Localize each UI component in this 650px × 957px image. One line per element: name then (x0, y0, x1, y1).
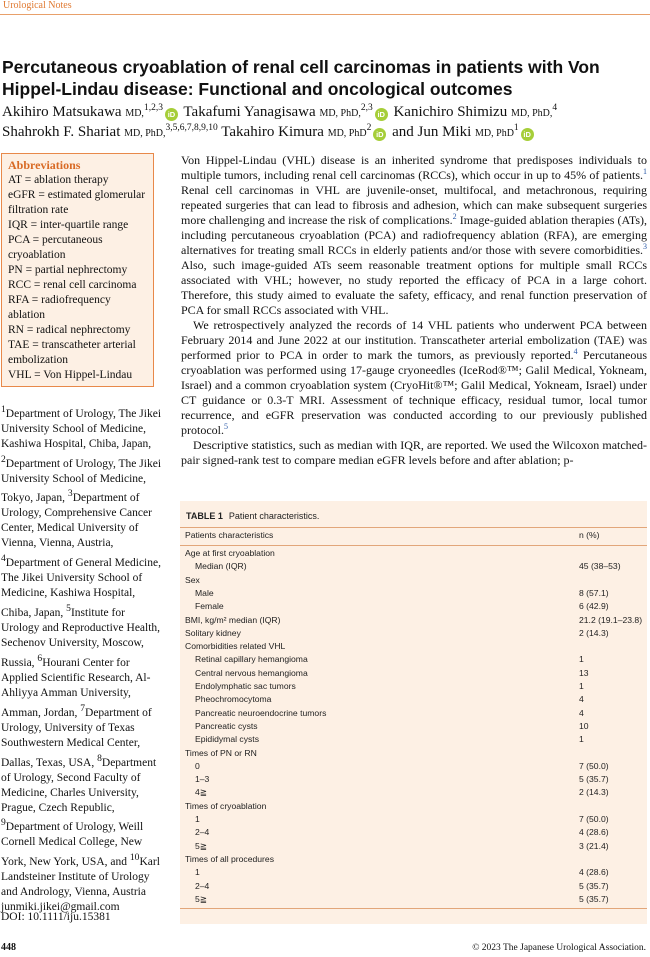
table-cell-label: 5≧ (195, 840, 207, 851)
affiliation-number: 3 (67, 488, 73, 500)
table-cell-value: 4 (28.6) (579, 867, 609, 878)
abbreviation-item: RN = radical nephrectomy (8, 324, 131, 336)
citation-ref[interactable]: 4 (573, 347, 578, 356)
table-cell-value: 4 (28.6) (579, 827, 609, 838)
affiliation-text: Department of Urology, Comprehensive Cancer Center, Medical University of Vienna, Vienna, Austria, (1, 492, 152, 550)
table-cell-value: 6 (42.9) (579, 601, 609, 612)
table-row (180, 747, 647, 760)
table-cell-value: 1 (579, 681, 584, 691)
abbreviation-item: PCA = percutaneous cryoablation (8, 234, 103, 261)
main-text (181, 153, 647, 468)
author-degree: MD, PhD (327, 128, 367, 139)
affiliation-text: Department of Urology, Weill Cornell Medical College, New York, New York, USA, and (1, 821, 144, 869)
table-cell-label: Median (IQR) (195, 561, 247, 572)
article-title: Percutaneous cryoablation of renal cell carcinomas in patients with Von Hippel-Lindau disease: Functional and oncological outcomes (2, 57, 600, 99)
author-degree: MD, PhD, (319, 108, 361, 119)
table-row (180, 826, 647, 839)
table-cell-label: Times of all procedures (185, 853, 274, 864)
affiliation-text: Department of Urology, Second Faculty of Medicine, Charles University, Prague, Czech Republic, (1, 756, 157, 814)
abbreviation-item: eGFR = estimated glomerular filtration rate (8, 189, 146, 216)
table-cell-value: 4 (579, 694, 584, 705)
table-cell-value: 13 (579, 667, 589, 678)
table-cell-value: 5 (35.7) (579, 880, 609, 891)
affiliation-text: Department of Urology, The Jikei University School of Medicine, Tokyo, Japan, (1, 457, 162, 505)
table-top-rule (180, 527, 647, 528)
abbreviation-item: VHL = Von Hippel-Lindau (8, 369, 133, 381)
table-bottom-rule (180, 908, 647, 909)
table-row (180, 680, 647, 693)
author-name: and Jun Miki (392, 124, 476, 140)
paragraph-methods (181, 318, 647, 438)
orcid-icon[interactable]: iD (375, 108, 388, 121)
table-row (180, 653, 647, 666)
table-cell-value: 5 (35.7) (579, 893, 609, 904)
paragraph-statistics: Descriptive statistics, such as median with IQR, are reported. We used the Wilcoxon matched-pair signed-rank test to compare median eGFR levels before and after ablation; p- (181, 438, 647, 467)
table-cell-value: 8 (57.1) (579, 587, 609, 598)
table-cell-label: Comorbidities related VHL (185, 641, 286, 652)
table-cell-value: 21.2 (19.1–23.8) (579, 614, 643, 625)
author-affiliation-marker: 4 (552, 103, 558, 113)
table-cell-label: 2–4 (195, 880, 210, 891)
table-row (180, 760, 647, 773)
table-cell-value: 5 (35.7) (579, 774, 609, 785)
table-cell-value: 2 (14.3) (579, 627, 609, 638)
author-affiliation-marker: 1,2,3 (143, 103, 163, 113)
table-row (180, 853, 647, 866)
table-cell-label: Times of cryoablation (185, 800, 267, 811)
table-caption-text: Patient characteristics. (228, 511, 320, 521)
abbreviation-item: TAE = transcatheter arterial embolization (8, 339, 136, 366)
page-number: 448 (1, 942, 16, 953)
table-cell-value: 4 (579, 707, 584, 718)
table-cell-label: Retinal capillary hemangioma (195, 654, 308, 665)
table-header-rule (180, 545, 647, 546)
affiliation-number: 1 (1, 404, 6, 415)
table-row (180, 667, 647, 680)
table-row (180, 707, 647, 720)
citation-ref[interactable]: 1 (643, 167, 647, 176)
author-degree: MD, PhD, (124, 128, 166, 139)
table-row (180, 893, 647, 906)
table-patient-characteristics (180, 501, 647, 924)
orcid-icon[interactable]: iD (373, 128, 386, 141)
table-row (180, 693, 647, 706)
table-cell-label: Sex (185, 574, 200, 585)
body-text: Image-guided ablation therapies (ATs), including percutaneous cryoablation (PCA) and radiofrequency ablation (RFA), are emerging alternatives for treating small RCCs in elderly patients and/or those with severe comorbidities. (181, 213, 647, 257)
table-cell-label: Female (195, 601, 224, 612)
body-text: Also, such image-guided ATs seem reasonable treatment options for multiple small RCCs associated with VHL; however, no study reported the efficacy of PCA in a large cohort. Therefore, this study aimed to evaluate the safety, efficacy, and renal function preservation of PCA for small RCCs associated with VHL. (181, 258, 647, 317)
citation-ref[interactable]: 3 (643, 242, 647, 251)
table-cell-label: Pheochromocytoma (195, 694, 272, 705)
table-cell-label: Age at first cryoablation (185, 548, 275, 558)
affiliation-text: Institute for Urology and Reproductive Health, Sechenov University, Moscow, Russia, (1, 607, 161, 669)
table-cell-label: Pancreatic cysts (195, 720, 258, 731)
table-cell-value: 7 (50.0) (579, 760, 609, 771)
abbreviations-box (1, 153, 154, 387)
abbreviation-item: PN = partial nephrectomy (8, 264, 128, 276)
citation-ref[interactable]: 2 (452, 212, 457, 221)
table-cell-value: 3 (21.4) (579, 840, 609, 851)
author-name: Takafumi Yanagisawa (183, 104, 320, 120)
table-cell-label: 0 (195, 760, 200, 771)
affiliation-number: 2 (1, 453, 6, 465)
table-cell-label: 1–3 (195, 774, 210, 785)
affiliation-text: Department of Urology, The Jikei University School of Medicine, Kashiwa Hospital, Chiba, Japan, (1, 407, 162, 450)
table-row (180, 614, 647, 627)
affiliation-list (1, 404, 162, 899)
affiliation-number: 8 (97, 752, 102, 764)
affiliation-number: 4 (1, 553, 6, 565)
table-row (180, 600, 647, 613)
affiliation-number: 5 (66, 603, 71, 615)
body-text: Von Hippel-Lindau (VHL) disease is an inherited syndrome that predisposes individuals to multiple tumors, including renal cell carcinomas (RCCs), which occur in up to 45% of patients. (181, 153, 647, 182)
table-cell-value: 45 (38–53) (579, 561, 621, 572)
table-cell-value: 10 (579, 720, 589, 731)
body-text: Percutaneous cryoablation was performed using 17-gauge cryoneedles (IceRod®™; Galil Medical, Yokneam, Israel) and a common cryoablation system (CryoHit®™; Galil Medical, Yokneam, Israel) under CT guidance or 0.3-T MRI. Assessment of technique efficacy, residual tumor, local tumor recurrence, and eGFR preservation was conducted according to our previously published protocol. (181, 348, 647, 437)
affiliation-text: Hourani Center for Applied Scientific Research, Al-Ahliyya Amman University, Amman, Jordan, (1, 656, 151, 719)
author-affiliation-marker: 2 (366, 123, 372, 133)
table-cell-value: 7 (50.0) (579, 814, 609, 824)
body-text: Renal cell carcinomas in VHL are juvenile-onset, multifocal, and metachronous, requiring repeated surgeries that can lead to fibrosis and adhesion, which can make subsequent surgeries more challenging and increase the risk of complications. (181, 183, 647, 227)
table-row (180, 866, 647, 879)
table-header-label: Patients characteristics (185, 530, 274, 540)
table-row (180, 574, 647, 587)
affiliation-text: Department of Urology, University of Texas Southwestern Medical Center, Dallas, Texas, USA, (1, 706, 152, 769)
author-degree: MD, PhD (475, 128, 514, 139)
table-cell-label: 1 (195, 867, 200, 878)
table-cell-value: 1 (579, 734, 584, 745)
body-text: We retrospectively analyzed the records of 14 VHL patients who underwent PCA between February 2014 and June 2022 at our institution. Transcatheter arterial embolization (TAE) was performed prior to PCA in order to mark the tumors, as previously reported. (181, 318, 647, 362)
table-row (180, 587, 647, 600)
author-name: Akihiro Matsukawa (2, 104, 126, 120)
abbreviations-list (8, 173, 147, 383)
table-row (180, 773, 647, 786)
table-header-value: n (%) (579, 530, 600, 540)
affiliation-number: 9 (1, 817, 6, 829)
affiliation-number: 6 (37, 653, 43, 665)
table-row (180, 640, 647, 653)
table-cell-label: 2–4 (195, 827, 210, 838)
paragraph-intro (181, 153, 647, 318)
table-row (180, 880, 647, 893)
abbreviations-title: Abbreviations (8, 158, 81, 172)
table-number: TABLE 1 (186, 511, 223, 521)
table-row (180, 627, 647, 640)
table-cell-label: BMI, kg/m² median (IQR) (185, 614, 281, 625)
orcid-icon[interactable]: iD (165, 108, 178, 121)
affiliation-number: 10 (129, 852, 140, 864)
copyright: © 2023 The Japanese Urological Association. (472, 943, 646, 953)
affiliation-text: Karl Landsteiner Institute of Urology and Andrology, Vienna, Austria (1, 856, 160, 899)
author-name: Shahrokh F. Shariat (2, 124, 125, 140)
table-cell-label: Male (195, 587, 214, 598)
table-cell-label: Central nervous hemangioma (195, 667, 308, 678)
abbreviation-item: IQR = inter-quartile range (8, 219, 129, 231)
table-row (180, 840, 647, 853)
table-row (180, 733, 647, 746)
affiliation-number: 7 (80, 702, 86, 714)
table-row (180, 547, 647, 560)
table-cell-value: 2 (14.3) (579, 787, 609, 798)
author-name: Kanichiro Shimizu (393, 104, 511, 120)
author-list (2, 103, 642, 143)
doi[interactable]: DOI: 10.1111/iju.15381 (1, 911, 111, 923)
table-row (180, 800, 647, 813)
table-cell-label: Solitary kidney (185, 627, 241, 638)
table-row (180, 786, 647, 799)
affiliations (1, 402, 161, 915)
table-cell-label: Endolymphatic sac tumors (195, 681, 296, 691)
header-rule (0, 14, 650, 15)
table-row (180, 560, 647, 573)
contact-email[interactable]: junmiki.jikei@gmail.com (1, 901, 120, 914)
table-cell-label: 5≧ (195, 893, 207, 904)
citation-ref[interactable]: 5 (224, 422, 228, 431)
table-row (180, 720, 647, 733)
author-name: Takahiro Kimura (221, 124, 328, 140)
author-affiliation-marker: 2,3 (360, 103, 373, 113)
orcid-icon[interactable]: iD (521, 128, 534, 141)
table-cell-label: Epididymal cysts (195, 734, 259, 745)
table-cell-label: 4≧ (195, 787, 207, 798)
author-degree: MD, (125, 108, 144, 119)
affiliation-text: Department of General Medicine, The Jikei University School of Medicine, Kashiwa Hospital, Chiba, Japan, (1, 557, 161, 620)
running-head: Urological Notes (3, 0, 72, 11)
table-cell-label: Times of PN or RN (185, 747, 257, 758)
abbreviation-item: RFA = radiofrequency ablation (8, 294, 111, 321)
author-affiliation-marker: 3,5,6,7,8,9,10 (165, 123, 218, 133)
abbreviation-item: RCC = renal cell carcinoma (8, 279, 137, 291)
table-cell-label: Pancreatic neuroendocrine tumors (195, 707, 327, 718)
table-cell-label: 1 (195, 814, 200, 824)
table-cell-value: 1 (579, 654, 584, 665)
abbreviation-item: AT = ablation therapy (8, 174, 109, 186)
table-row (180, 813, 647, 826)
author-degree: MD, PhD, (510, 108, 553, 119)
author-affiliation-marker: 1 (513, 123, 519, 133)
table-header-row (180, 529, 647, 542)
table-caption (186, 511, 319, 521)
